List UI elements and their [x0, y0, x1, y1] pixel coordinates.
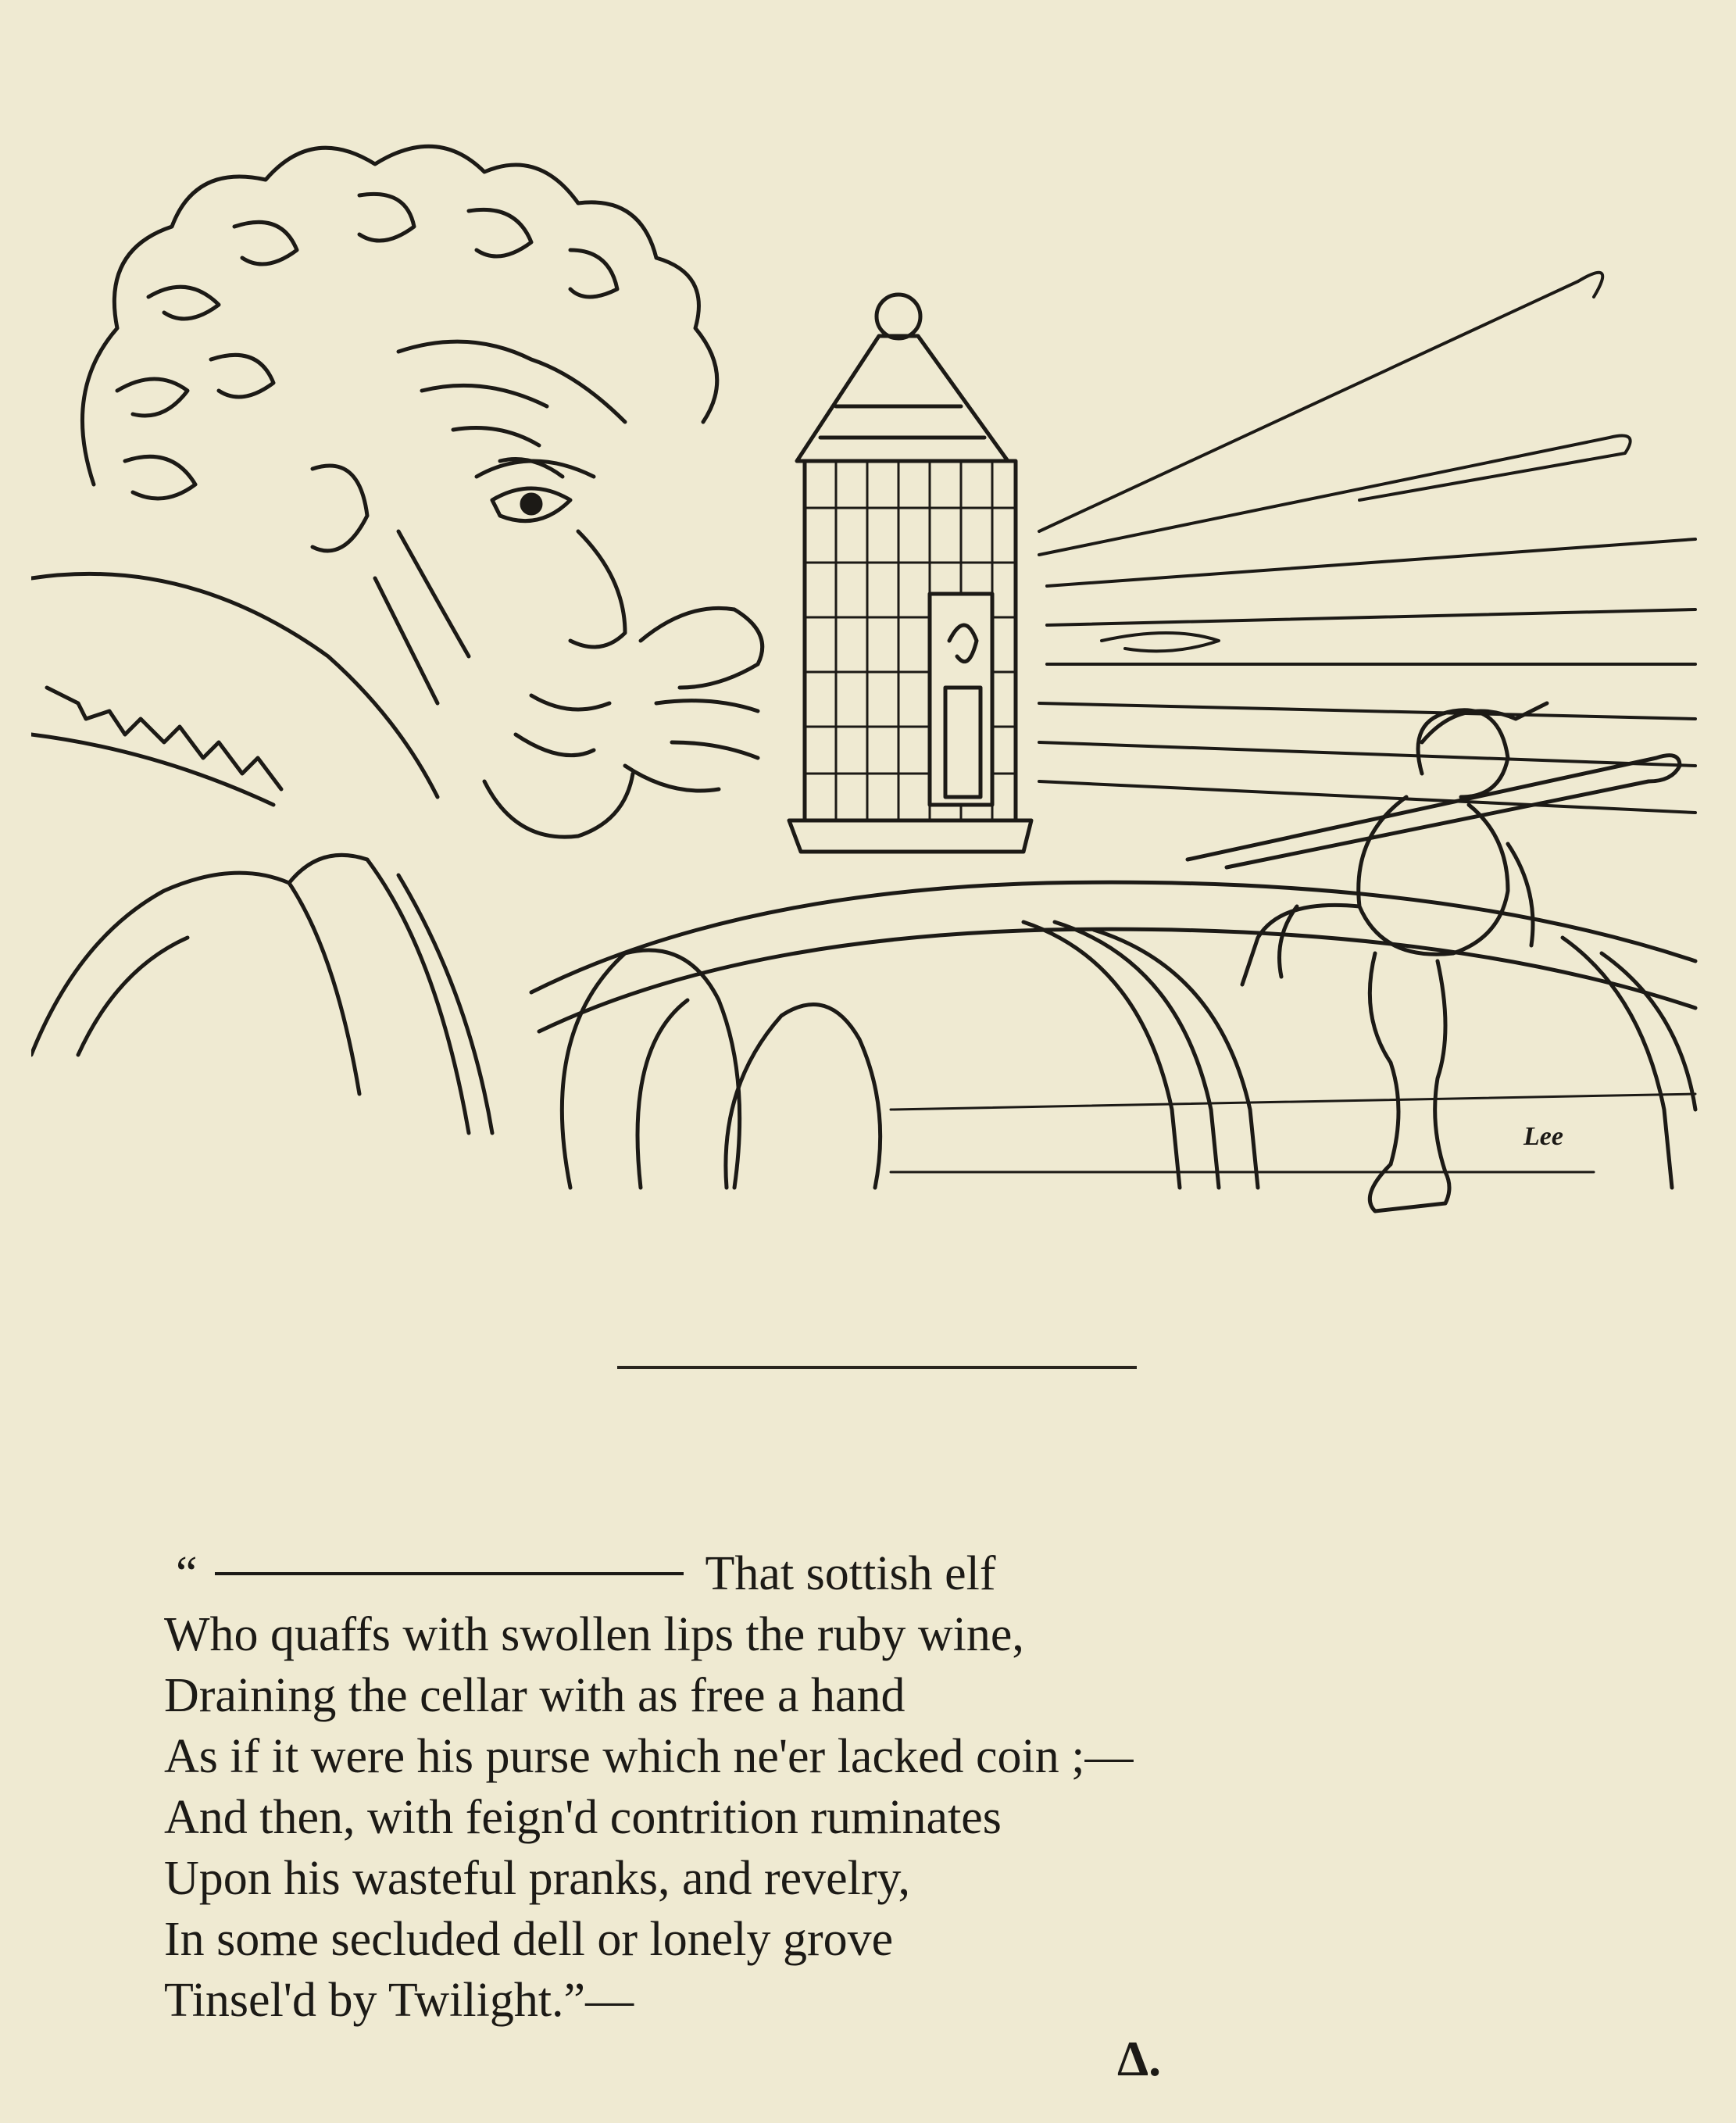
poem-line-5: And then, with feign'd contrition ruminates [164, 1791, 1002, 1844]
em-dash-rule [215, 1572, 684, 1575]
open-quote: “ [176, 1547, 198, 1600]
engraving-illustration [31, 94, 1711, 1219]
author-signature: Δ. [1117, 2031, 1162, 2086]
man-face [31, 146, 763, 1133]
poem-line-3: Draining the cellar with as free a hand [164, 1669, 906, 1722]
artist-signature: Lee [1523, 1122, 1563, 1151]
section-rule [617, 1366, 1137, 1369]
light-rays [1039, 273, 1695, 813]
poem-quote [164, 1543, 1570, 2031]
poem-line-2: Who quaffs with swollen lips the ruby wine, [164, 1608, 1024, 1661]
poem-line-6: Upon his wasteful pranks, and revelry, [164, 1852, 911, 1905]
poem-line-8: Tinsel'd by Twilight.”— [164, 1974, 634, 2027]
lantern [789, 295, 1031, 852]
poem-line-7: In some secluded dell or lonely grove [164, 1913, 894, 1966]
poem-line-1-text: That sottish elf [705, 1547, 996, 1600]
poem-line-4: As if it were his purse which ne'er lacked coin ;— [164, 1730, 1134, 1783]
barrel [531, 882, 1695, 1188]
poem-line-1 [164, 1543, 1570, 1604]
